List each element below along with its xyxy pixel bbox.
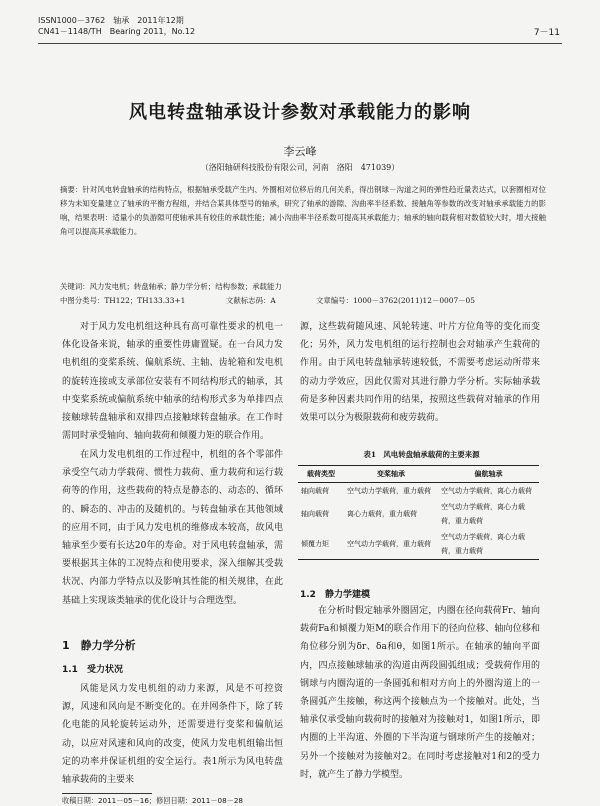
static-analysis-paragraph: 源，这些载荷随风速、风轮转速、叶片方位角等的变化而变化；另外，风力发电机组的运行控制也会对轴承产生载荷的作用。由于风电转盘轴承转速较低，不需要考虑运动所带来的动力学效应，因此仅需对其进行静力学分析。实际轴承载荷是多种因素共同作用的结果，按照这些载荷对轴承的作用效果可以分为极限载荷和疲劳载荷。 (300, 322, 540, 424)
table-row (298, 499, 539, 529)
table-cell: 空气动力学载荷，重力载荷 (347, 487, 431, 495)
intro-paragraph-2: 在风力发电机组的工作过程中，机组的各个零部件承受空气动力学载荷、惯性力载荷、重力载荷和运行载荷等的作用，这些载荷的特点是静态的、动态的、循环的、瞬态的、冲击的及随机的。与转盘轴承在其他领域的应用不同，由于风力发电机的维修成本较高，故风电轴承至少要有长达20年的寿命。对于风电转盘轴承，需要根据其主体的工况特点和使用要求，深入细解其受载状况、内部力学特点以及影响其性能的相关规律，在此基础上实现该类轴承的优化设计与合理选型。 (62, 450, 283, 606)
keywords: 关键词：风力发电机；转盘轴承；静力学分析；结构参数；承载能力 (60, 282, 282, 291)
abstract: 摘要：针对风电转盘轴承的结构特点，根据轴承受载产生内、外圈相对位移后的几何关系，得出钢球－沟道之间的弹性趋近量表达式，以套圈相对位移为未知变量建立了轴承的平衡方程组，并结合某具体型号的轴承，研究了轴承的游隙、沟曲率半径系数、接触角等参数的改变对轴承承载能力的影响，结果表明：适量小的负游隙可使轴承具有较佳的承载性能；减小沟曲率半径系数可提高其承载能力；轴承的轴向载荷相对数值较大时，增大接触角可以提高其承载能力。 (60, 185, 546, 236)
journal-header-en: CN41－1148/TH Bearing 2011，No.12 (38, 27, 196, 36)
subsection-heading-1-2: 1.2 静力学建模 (300, 590, 370, 600)
received-date: 收稿日期：2011－05－16；修回日期：2011－08－28 (62, 796, 243, 805)
section-heading-1: 1 静力学分析 (62, 639, 136, 652)
article-title: 风电转盘轴承设计参数对承载能力的影响 (129, 102, 471, 123)
document-code: 文献标志码：A (226, 296, 276, 305)
table-cell: 离心力载荷，重力载荷 (347, 510, 417, 518)
page-range: 7－11 (533, 28, 560, 38)
table-cell: 空气动力学载荷，离心力载荷，重力载荷 (438, 529, 539, 560)
table-caption: 表1 风电转盘轴承载荷的主要来源 (363, 450, 480, 459)
intro-paragraph-1: 对于风力发电机组这种具有高可靠性要求的机电一体化设备来说，轴承的重要性毋庸置疑。在一台风力发电机组的变桨系统、偏航系统、主轴、齿轮箱和发电机的旋转连接或支承部位安装有不同结构形式的轴承，其中变桨系统或偏航系统中轴承的结构形式多为单排四点接触球转盘轴承和双排四点接触球转盘轴承。在工作时需同时承受轴向、轴向载荷和倾覆力矩的联合作用。 (62, 322, 283, 442)
right-column-lower (300, 602, 540, 798)
header-rule (38, 43, 562, 44)
footnote-rule (62, 793, 152, 794)
modeling-paragraph: 在分析时假定轴承外圈固定，内圈在径向载荷Fr、轴向载荷Fa和倾覆力矩M的联合作用下的径向位移、轴向位移和角位移分别为δr、δa和θ，如图1所示。在轴承的轴向平面内，四点接触球轴承的沟道由两段圆弧组成；受载荷作用的钢球与内圈沟道的一条圆弧和相对方向上的外圈沟道上的一条圆弧产生接触，称这两个接触点为一个接触对。此处，当轴承仅承受轴向载荷时的接触对为接触对1，如图1所示，即内圈的上半沟道、外圈的下半沟道与钢球所产生的接触对；另外一个接触对为接触对2。在同时考虑接触对1和2的受力时，就产生了静力学模型。 (300, 606, 540, 780)
table-header-cell: 变桨轴承 (344, 466, 438, 483)
table-header-cell: 偏航轴承 (438, 466, 539, 483)
journal-header-cn: ISSN1000－3762 轴承 2011年12期 (38, 16, 184, 25)
left-column-lower (62, 680, 283, 790)
left-column (62, 318, 283, 631)
right-column (300, 318, 540, 446)
table-cell: 空气动力学载荷，离心力载荷，重力载荷 (441, 503, 525, 525)
table-cell: 轴向载荷 (301, 487, 329, 495)
table-row (298, 483, 539, 500)
author-affiliation: （洛阳轴研科技股份有限公司，河南 洛阳 471039） (200, 163, 400, 172)
table-cell: 空气动力学载荷，离心力载荷 (441, 487, 532, 495)
author-name: 李云峰 (283, 145, 317, 158)
table-row (298, 529, 539, 560)
article-number: 文章编号：1000－3762(2011)12－0007－05 (316, 296, 475, 305)
table-cell: 轴向载荷 (301, 510, 329, 518)
table-cell: 空气动力学载荷，重力载荷 (344, 529, 438, 560)
classification-number: 中图分类号：TH122；TH133.33+1 (60, 296, 186, 305)
table-header-row (298, 466, 539, 483)
load-source-paragraph: 风能是风力发电机组的动力来源，风是不可控资源，风速和风向是不断变化的。在并网条件下，除了转化电能的风轮旋转运动外，还需要进行变桨和偏航运动，以应对风速和风向的改变，使风力发电机组输出恒定的功率并保证机组的安全运行。表1所示为风电转盘轴承载荷的主要来 (62, 684, 283, 786)
load-source-table (298, 465, 539, 560)
subsection-heading-1-1: 1.1 受力状况 (62, 665, 123, 675)
table-cell: 倾覆力矩 (298, 529, 344, 560)
table-header-cell: 载荷类型 (298, 466, 344, 483)
